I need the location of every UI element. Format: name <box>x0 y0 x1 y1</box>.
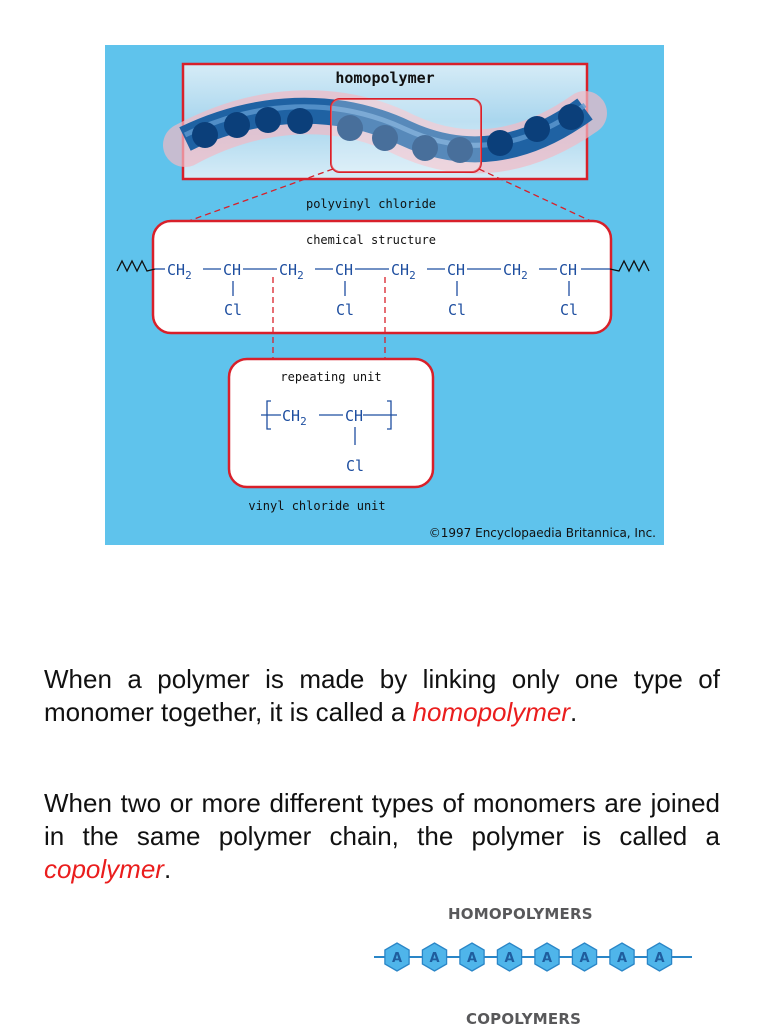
monomer-bead <box>524 116 550 142</box>
chain-end-left <box>117 261 155 271</box>
copolymer-text: When two or more different types of monomers are joined in the same polymer chain, the polymer is called a <box>44 788 720 851</box>
monomer-bead <box>224 112 250 138</box>
chemical-structure-label: chemical structure <box>305 233 437 247</box>
chain-group: CH <box>335 261 354 279</box>
chain-group: CH <box>447 261 466 279</box>
monomer-letter: A <box>541 951 553 966</box>
monomer-letter: A <box>466 951 478 966</box>
polymer-figure <box>105 45 664 545</box>
homopolymer-term: homopolymer <box>412 697 571 727</box>
unit-group: CH <box>345 407 364 425</box>
subscript: 2 <box>409 269 416 282</box>
chain-group: $CH_2$ <box>503 261 528 282</box>
chlorine: Cl <box>335 301 355 319</box>
monomer-bead <box>487 130 513 156</box>
chain-group: CH <box>559 261 578 279</box>
copolymer-paragraph <box>44 787 720 886</box>
copolymers-title: COPOLYMERS <box>466 1010 582 1028</box>
monomer-bead <box>558 104 584 130</box>
homopolymer-chain <box>372 940 694 974</box>
monomer-bead <box>287 108 313 134</box>
monomer-letter: A <box>654 951 665 966</box>
chain-end-right <box>610 261 649 271</box>
chlorine: Cl <box>447 301 467 319</box>
polymer-illustration <box>105 45 664 545</box>
chain-group: $CH_2$ <box>279 261 304 282</box>
homopolymer-paragraph <box>44 663 720 729</box>
subscript: 2 <box>300 415 307 428</box>
chlorine: Cl <box>559 301 579 319</box>
monomer-letter: A <box>504 951 515 966</box>
monomer-letter: A <box>429 951 440 966</box>
chain-group: CH <box>223 261 242 279</box>
copolymer-term: copolymer <box>44 854 164 884</box>
subscript: 2 <box>521 269 528 282</box>
chain-group: $CH_2$ <box>391 261 416 282</box>
copyright: ©1997 Encyclopaedia Britannica, Inc. <box>428 526 656 540</box>
subscript: 2 <box>297 269 304 282</box>
monomer-letter: A <box>391 951 403 966</box>
monomer-bead <box>192 122 218 148</box>
homopolymers-title: HOMOPOLYMERS <box>448 905 593 923</box>
chain-group: $CH_2$ <box>167 261 192 282</box>
homopolymer-text: When a polymer is made by linking only one type of monomer together, it is called a <box>44 664 720 727</box>
homopolymer-period: . <box>570 697 578 727</box>
subscript: 2 <box>185 269 192 282</box>
monomer-letter: A <box>579 951 590 966</box>
monomer-bead <box>255 107 281 133</box>
monomer-letter: A <box>616 951 628 966</box>
unit-name: vinyl chloride unit <box>248 499 386 513</box>
unit-group: $CH_2$ <box>282 407 307 428</box>
chlorine: Cl <box>223 301 243 319</box>
figure-title: homopolymer <box>335 69 435 87</box>
chlorine: Cl <box>345 457 365 475</box>
repeating-unit-label: repeating unit <box>280 370 382 384</box>
copolymer-period: . <box>163 854 172 884</box>
polymer-name: polyvinyl chloride <box>305 197 437 211</box>
